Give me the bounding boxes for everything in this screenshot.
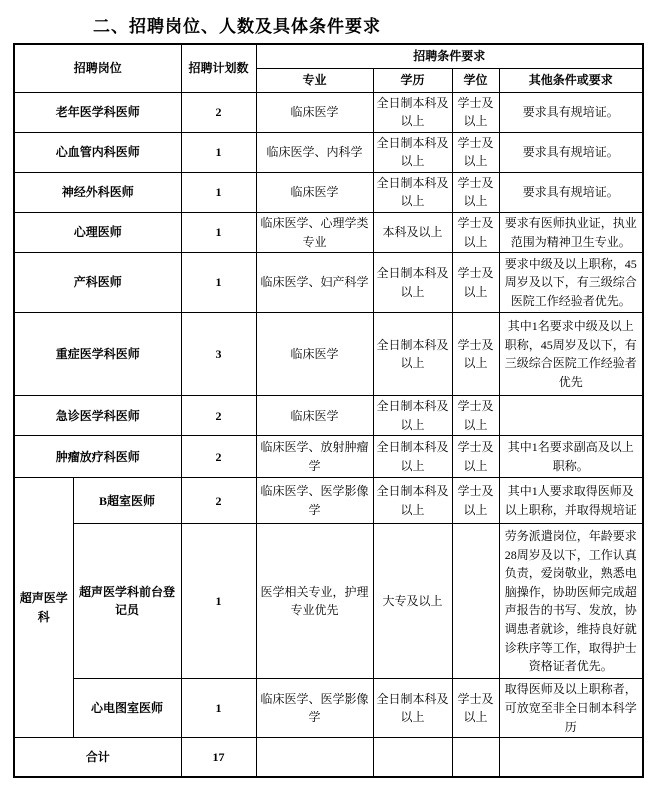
degree-cell: 学士及以上 [452, 172, 499, 212]
education-cell: 全日制本科及以上 [373, 679, 452, 738]
table-row [14, 132, 643, 172]
count-cell: 1 [181, 172, 256, 212]
position-cell: 心理医师 [14, 213, 181, 253]
major-cell: 临床医学、心理学类专业 [256, 213, 373, 253]
header-education: 学历 [373, 68, 452, 92]
count-cell: 1 [181, 132, 256, 172]
count-cell: 2 [181, 92, 256, 132]
total-row [14, 738, 643, 777]
position-cell: 产科医师 [14, 253, 181, 313]
degree-cell: 学士及以上 [452, 313, 499, 396]
position-cell: 重症医学科医师 [14, 313, 181, 396]
education-cell: 全日制本科及以上 [373, 313, 452, 396]
table-row [14, 478, 643, 524]
position-cell: 急诊医学科医师 [14, 396, 181, 436]
education-cell: 全日制本科及以上 [373, 132, 452, 172]
degree-cell [452, 738, 499, 777]
education-cell [373, 738, 452, 777]
major-cell: 临床医学、医学影像学 [256, 478, 373, 524]
other-cell: 要求具有规培证。 [499, 172, 643, 212]
count-cell: 2 [181, 436, 256, 478]
total-count-cell: 17 [181, 738, 256, 777]
other-cell: 要求具有规培证。 [499, 92, 643, 132]
other-cell: 其中1名要求副高及以上职称。 [499, 436, 643, 478]
degree-cell: 学士及以上 [452, 253, 499, 313]
header-degree: 学位 [452, 68, 499, 92]
major-cell [256, 738, 373, 777]
count-cell: 1 [181, 524, 256, 679]
major-cell: 临床医学、内科学 [256, 132, 373, 172]
page-title: 二、招聘岗位、人数及具体条件要求 [93, 17, 381, 36]
education-cell: 全日制本科及以上 [373, 253, 452, 313]
education-cell: 大专及以上 [373, 524, 452, 679]
degree-cell: 学士及以上 [452, 396, 499, 436]
education-cell: 全日制本科及以上 [373, 478, 452, 524]
degree-cell: 学士及以上 [452, 679, 499, 738]
position-cell: 肿瘤放疗科医师 [14, 436, 181, 478]
degree-cell: 学士及以上 [452, 213, 499, 253]
major-cell: 临床医学 [256, 313, 373, 396]
header-row-1 [14, 44, 643, 68]
education-cell: 全日制本科及以上 [373, 172, 452, 212]
department-group-cell: 超声医学科 [14, 478, 73, 738]
count-cell: 1 [181, 253, 256, 313]
education-cell: 全日制本科及以上 [373, 396, 452, 436]
major-cell: 医学相关专业，护理专业优先 [256, 524, 373, 679]
count-cell: 1 [181, 213, 256, 253]
position-cell: 心电图室医师 [73, 679, 181, 738]
major-cell: 临床医学 [256, 172, 373, 212]
table-row [14, 396, 643, 436]
position-cell: 神经外科医师 [14, 172, 181, 212]
other-cell: 其中1名要求中级及以上职称，45周岁及以下，有三级综合医院工作经验者优先 [499, 313, 643, 396]
table-row [14, 679, 643, 738]
other-cell: 要求中级及以上职称，45周岁及以下，有三级综合医院工作经验者优先。 [499, 253, 643, 313]
other-cell [499, 738, 643, 777]
degree-cell: 学士及以上 [452, 132, 499, 172]
header-other: 其他条件或要求 [499, 68, 643, 92]
count-cell: 2 [181, 396, 256, 436]
table-row [14, 313, 643, 396]
degree-cell: 学士及以上 [452, 478, 499, 524]
major-cell: 临床医学 [256, 396, 373, 436]
table-row [14, 92, 643, 132]
table-row [14, 524, 643, 679]
other-cell: 其中1人要求取得医师及以上职称，并取得规培证 [499, 478, 643, 524]
education-cell: 本科及以上 [373, 213, 452, 253]
degree-cell: 学士及以上 [452, 436, 499, 478]
major-cell: 临床医学、放射肿瘤学 [256, 436, 373, 478]
major-cell: 临床医学 [256, 92, 373, 132]
major-cell: 临床医学、医学影像学 [256, 679, 373, 738]
position-cell: 老年医学科医师 [14, 92, 181, 132]
other-cell: 要求具有规培证。 [499, 132, 643, 172]
position-cell: 心血管内科医师 [14, 132, 181, 172]
header-requirements: 招聘条件要求 [256, 44, 643, 68]
other-cell: 取得医师及以上职称者，可放宽至非全日制本科学历 [499, 679, 643, 738]
table-row [14, 172, 643, 212]
recruitment-table [13, 43, 644, 778]
education-cell: 全日制本科及以上 [373, 436, 452, 478]
total-label-cell: 合计 [14, 738, 181, 777]
other-cell: 要求有医师执业证，执业范围为精神卫生专业。 [499, 213, 643, 253]
other-cell [499, 396, 643, 436]
header-position: 招聘岗位 [14, 44, 181, 92]
header-plan-count: 招聘计划数 [181, 44, 256, 92]
count-cell: 1 [181, 679, 256, 738]
position-cell: 超声医学科前台登记员 [73, 524, 181, 679]
degree-cell [452, 524, 499, 679]
header-major: 专业 [256, 68, 373, 92]
degree-cell: 学士及以上 [452, 92, 499, 132]
table-row [14, 253, 643, 313]
other-cell: 劳务派遣岗位，年龄要求28周岁及以下，工作认真负责，爱岗敬业，熟悉电脑操作，协助医师完成超声报告的书写、发放，协调患者就诊，维持良好就诊秩序等工作，取得护士资格证者优先。 [499, 524, 643, 679]
education-cell: 全日制本科及以上 [373, 92, 452, 132]
count-cell: 2 [181, 478, 256, 524]
table-row [14, 213, 643, 253]
position-cell: B超室医师 [73, 478, 181, 524]
major-cell: 临床医学、妇产科学 [256, 253, 373, 313]
table-row [14, 436, 643, 478]
count-cell: 3 [181, 313, 256, 396]
